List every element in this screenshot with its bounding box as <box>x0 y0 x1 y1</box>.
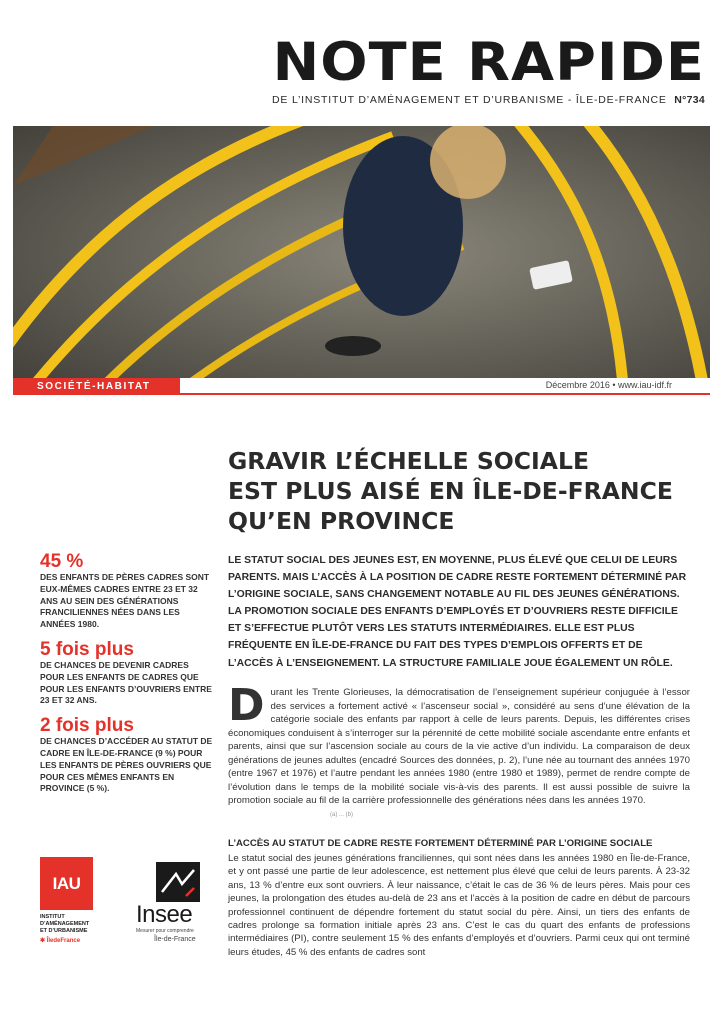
iau-line: INSTITUT <box>40 914 65 920</box>
date-and-website: Décembre 2016 • www.iau-idf.fr <box>545 380 672 390</box>
iau-logo <box>40 857 93 944</box>
stat-description: DE CHANCES D’ACCÉDER AU STATUT DE CADRE EN ÎLE-DE-FRANCE (9 %) POUR LES ENFANTS DE PÈRES OUVRIERS QUE POUR CES MÊMES ENFANTS EN PROVINCE (5 %). <box>40 736 213 794</box>
section-tag: SOCIÉTÉ-HABITAT <box>13 378 180 395</box>
person-head <box>430 126 506 199</box>
intro-body <box>228 680 690 808</box>
masthead-subtitle <box>225 94 705 106</box>
iau-region-label: ✱ ÎledeFrance <box>40 938 81 944</box>
insee-name: Insee <box>136 901 193 928</box>
lead-paragraph: LE STATUT SOCIAL DES JEUNES EST, EN MOYENNE, PLUS ÉLEVÉ QUE CELUI DE LEURS PARENTS. MAIS L’ACCÈS À LA POSITION DE CADRE RESTE FORTEMENT DÉTERMINÉ PAR L’ORIGINE SOCIALE, SANS CHANGEMENT NOTABLE AU FIL DES JEUNES GÉNÉRATIONS. LA PROMOTION SOCIALE DES ENFANTS D’EMPLOYÉS ET D’OUVRIERS RESTE DIFFICILE ET S’EFFECTUE PLUTÔT VERS LES STATUTS INTERMÉDIAIRES. ELLE EST PLUS FRÉQUENTE EN ÎLE-DE-FRANCE DU FAIT DES TYPES D’EMPLOIS OFFERTS ET DE L’ACCÈS À L’ENSEIGNEMENT. LA STRUCTURE FAMILIALE JOUE ÉGALEMENT UN RÔLE. <box>228 555 687 669</box>
insee-tagline: Mesurer pour comprendre <box>136 928 194 934</box>
section-body: Le statut social des jeunes générations franciliennes, qui sont nées dans les années 1980 en Île-de-France, et y ont passé une partie de leur adolescence, est nettement plus élevé que celui de leurs parents. À 23-32 ans, 13 % d’entre eux sont ouvriers. À leur naissance, c’était le cas de 36 % de leurs pères. Mais pour ces jeunes, la prolongation des études au-delà de 23 ans et l’accès à la position de cadre en début de parcours professionnel continuent de dépendre fortement du statut social du père. Ainsi, un tiers des enfants de cadres prolonge sa formation initiale après 23 ans. C’est le cas du quart des enfants de professions intermédiaires (PI), contre seulement 15 % des enfants d’employés et d’ouvriers. Parmi ceux qui ont terminé leurs études, 45 % des enfants de cadres sont <box>228 853 690 958</box>
section-subheading: L’ACCÈS AU STATUT DE CADRE RESTE FORTEMENT DÉTERMINÉ PAR L’ORIGINE SOCIALE <box>228 838 653 849</box>
headline <box>228 446 698 536</box>
stat-description: DE CHANCES DE DEVENIR CADRES POUR LES ENFANTS DE CADRES QUE POUR LES ENFANTS D’OUVRIERS ENTRE 23 ET 32 ANS. <box>40 659 212 706</box>
masthead <box>225 32 705 106</box>
stat-figure: 5 fois plus <box>40 638 134 660</box>
iau-logo-lines <box>40 914 93 935</box>
key-figures-sidebar <box>40 552 215 804</box>
faint-footnote: (a) ... (b) <box>330 812 354 818</box>
masthead-subtitle-text: DE L’INSTITUT D’AMÉNAGEMENT ET D’URBANISME - ÎLE-DE-FRANCE <box>272 94 667 106</box>
insee-logo <box>136 862 226 944</box>
section-banner <box>13 378 710 395</box>
banner-rule <box>180 393 710 395</box>
headline-line: QU’EN PROVINCE <box>228 507 455 535</box>
stairs-photo-illustration <box>13 126 710 378</box>
iau-logo-mark: IAU <box>40 857 93 910</box>
headline-line: GRAVIR L’ÉCHELLE SOCIALE <box>228 447 589 475</box>
drop-cap: D <box>228 680 265 731</box>
iau-line: D’AMÉNAGEMENT <box>40 921 90 927</box>
issue-number: N°734 <box>674 94 705 106</box>
intro-body-text: urant les Trente Glorieuses, la démocratisation de l’enseignement supérieur conjuguée à l’essor des services a fortement activé « l’ascenseur social », considéré au sens d’une élévation de la catégorie sociale des enfants par rapport à celle de leurs parents. Depuis, les différentes crises économiques conduisent à s’interroger sur la pérennité de cette mobilité sociale ascendante entre enfants et parents, ainsi que sur l’ascension sociale au cours de la vie active d’un individu. La comparaison de deux générations de jeunes adultes (encadré Sources des données, p. 2), l’une née au tournant des années 1970 (entre 1967 et 1976) et l’autre pendant les années 1980 (entre 1980 et 1989), permet de rendre compte de l’évolution dans le temps de la mobilité sociale vis-à-vis des parents. Il est aussi possible de suivre la promotion sociale au fil de la carrière professionnelle des générations nées dans les années 1970. <box>228 687 690 807</box>
stat-figure: 45 % <box>40 551 84 572</box>
stat-figure: 2 fois plus <box>40 715 134 737</box>
headline-line: EST PLUS AISÉ EN ÎLE-DE-FRANCE <box>228 477 673 505</box>
iau-line: ET D’URBANISME <box>40 928 88 934</box>
cover-photo <box>13 126 710 378</box>
masthead-title: NOTE RAPIDE <box>272 32 705 93</box>
insee-region: Île-de-France <box>154 936 196 943</box>
insee-mark-icon <box>156 862 200 902</box>
shoe <box>325 336 381 356</box>
stat-description: DES ENFANTS DE PÈRES CADRES SONT EUX-MÊMES CADRES ENTRE 23 ET 32 ANS AU SEIN DES GÉNÉRATIONS FRANCILIENNES NÉES DANS LES ANNÉES 1980. <box>40 572 210 630</box>
